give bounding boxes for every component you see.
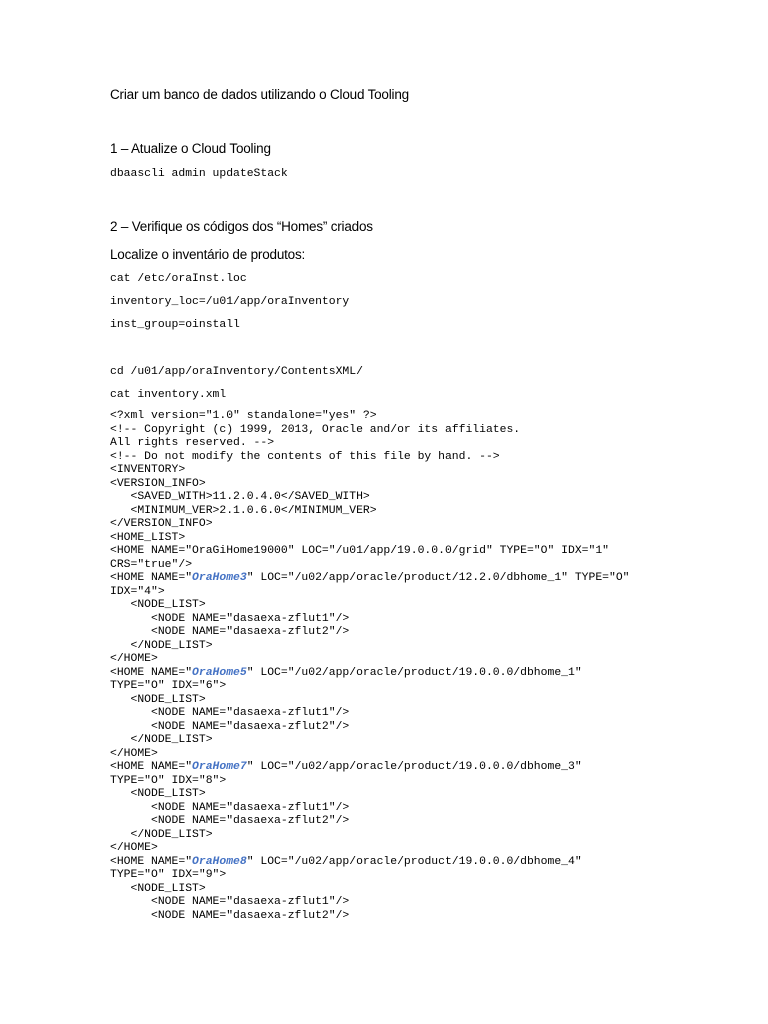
inventory-xml-listing [110,410,630,923]
xml-line: <NODE NAME="dasaexa-zflut1"/> [110,707,350,719]
xml-line: <NODE_LIST> [110,882,206,895]
step1-heading: 1 – Atualize o Cloud Tooling [110,141,271,156]
xml-line [110,761,630,775]
xml-line [110,572,630,586]
xml-line: <NODE NAME="dasaexa-zflut1"/> [110,896,350,908]
xml-line: <NODE NAME="dasaexa-zflut1"/> [110,801,350,814]
xml-line: <NODE_LIST> [110,788,206,800]
step2-heading: 2 – Verifique os códigos dos “Homes” criados [110,219,373,234]
command-inst-group: inst_group=oinstall [110,319,240,331]
xml-line: <MINIMUM_VER>2.1.0.6.0</MINIMUM_VER> [110,504,377,517]
xml-line: <NODE NAME="dasaexa-zflut2"/> [110,626,350,638]
command-cat-orainst: cat /etc/oraInst.loc [110,273,247,285]
xml-line: </VERSION_INFO> [110,518,213,530]
xml-line: </HOME> [110,653,158,665]
xml-line-prefix: <HOME NAME=" [110,666,193,679]
xml-line: All rights reserved. --> [110,437,275,449]
xml-line: TYPE="O" IDX="8"> [110,774,227,787]
xml-line: <NODE NAME="dasaexa-zflut1"/> [110,612,350,625]
xml-line-prefix: <HOME NAME=" [110,855,193,868]
xml-line [110,667,630,681]
xml-line-prefix: <HOME NAME=" [110,572,193,584]
xml-line: </HOME> [110,842,158,854]
document-title: Criar um banco de dados utilizando o Cloud Tooling [110,87,409,102]
xml-line: <!-- Do not modify the contents of this file by hand. --> [110,450,500,463]
xml-line-suffix: " LOC="/u02/app/oracle/product/19.0.0.0/dbhome_4" [246,855,582,868]
xml-home-name-highlight: OraHome8 [192,855,247,868]
xml-line: <NODE NAME="dasaexa-zflut2"/> [110,815,350,827]
xml-line: <SAVED_WITH>11.2.0.4.0</SAVED_WITH> [110,491,370,503]
xml-line: IDX="4"> [110,585,165,598]
xml-line: <HOME NAME="OraGiHome19000" LOC="/u01/app/19.0.0.0/grid" TYPE="O" IDX="1" [110,545,609,557]
xml-line: TYPE="O" IDX="6"> [110,680,227,692]
xml-line: <VERSION_INFO> [110,477,206,490]
xml-line-prefix: <HOME NAME=" [110,761,193,773]
xml-line: </HOME> [110,747,158,760]
xml-line: </NODE_LIST> [110,828,213,841]
command-inventory-loc: inventory_loc=/u01/app/oraInventory [110,296,350,308]
command-cd-contentsxml: cd /u01/app/oraInventory/ContentsXML/ [110,366,363,378]
xml-home-name-highlight: OraHome3 [192,572,247,584]
xml-line-suffix: " LOC="/u02/app/oracle/product/19.0.0.0/dbhome_1" [246,666,582,679]
xml-line: CRS="true"/> [110,558,193,571]
xml-line: <HOME_LIST> [110,531,186,544]
xml-line: <?xml version="1.0" standalone="yes" ?> [110,410,377,422]
xml-line [110,856,630,870]
command-cat-inventory: cat inventory.xml [110,389,227,401]
xml-line: </NODE_LIST> [110,639,213,652]
step1-command: dbaascli admin updateStack [110,168,288,180]
xml-line: TYPE="O" IDX="9"> [110,869,227,881]
xml-home-name-highlight: OraHome5 [192,666,247,679]
xml-line: <NODE_LIST> [110,599,206,611]
xml-home-name-highlight: OraHome7 [192,761,247,773]
xml-line: <NODE_LIST> [110,693,206,706]
xml-line: <NODE NAME="dasaexa-zflut2"/> [110,909,350,922]
xml-line: <!-- Copyright (c) 1999, 2013, Oracle and/or its affiliates. [110,423,521,436]
xml-line: <NODE NAME="dasaexa-zflut2"/> [110,720,350,733]
xml-line-suffix: " LOC="/u02/app/oracle/product/12.2.0/dbhome_1" TYPE="O" [246,572,630,584]
xml-line: <INVENTORY> [110,464,186,476]
xml-line-suffix: " LOC="/u02/app/oracle/product/19.0.0.0/dbhome_3" [246,761,582,773]
xml-line: </NODE_LIST> [110,734,213,746]
step2-subheading: Localize o inventário de produtos: [110,247,306,262]
